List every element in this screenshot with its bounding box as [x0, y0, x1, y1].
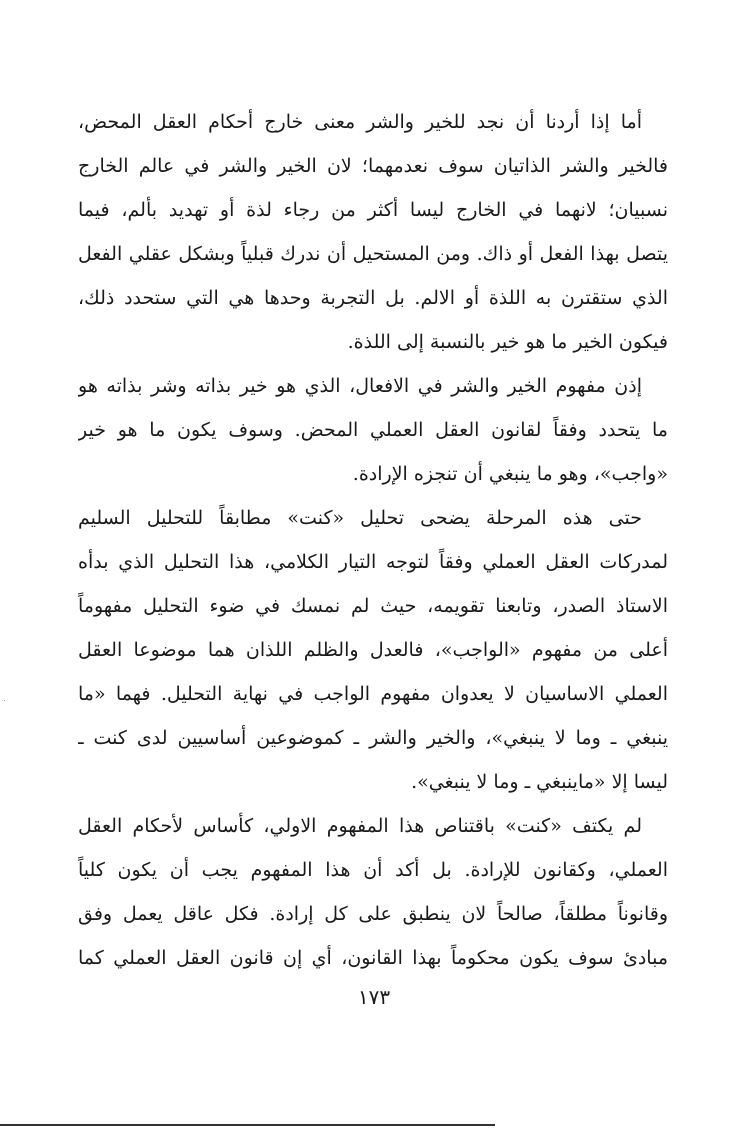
- text-line: العملي، وكقانون للإرادة. بل أكد أن هذا المفهوم يجب أن يكون كلياً: [78, 859, 668, 881]
- text-line: يتصل بهذا الفعل أو ذاك. ومن المستحيل أن ندرك قبلياً وبشكل عقلي الفعل: [78, 243, 668, 265]
- text-line: أما إذا أردنا أن نجد للخير والشر معنى خارج أحكام العقل المحض،: [78, 111, 642, 133]
- page-number: ١٧٣: [357, 985, 391, 1009]
- text-line: ينبغي ـ وما لا ينبغي»، والخير والشر ـ كموضوعين أساسيين لدى كنت ـ: [78, 727, 668, 749]
- text-line: لم يكتف «كنت» باقتناص هذا المفهوم الاولي، كأساس لأحكام العقل: [78, 815, 642, 837]
- text-line: ما يتحدد وفقاً لقانون العقل العملي المحض. وسوف يكون ما هو خير: [78, 419, 668, 441]
- text-line: ليسا إلا «ماينبغي ـ وما لا ينبغي».: [411, 771, 668, 793]
- text-line: فيكون الخير ما هو خير بالنسبة إلى اللذة.: [347, 331, 668, 353]
- text-line: الاستاذ الصدر، وتابعنا تقويمه، حيث لم نمسك في ضوء التحليل مفهوماً: [78, 595, 668, 617]
- text-line: إذن مفهوم الخير والشر في الافعال، الذي هو خير بذاته وشر بذاته هو: [78, 375, 642, 397]
- text-line: أعلى من مفهوم «الواجب»، فالعدل والظلم اللذان هما موضوعا العقل: [78, 639, 668, 661]
- bottom-rule: [0, 1124, 495, 1126]
- scan-speck: [4, 700, 5, 701]
- text-line: فالخير والشر الذاتيان سوف نعدمهما؛ لان الخير والشر في عالم الخارج: [78, 155, 668, 177]
- text-line: الذي ستقترن به اللذة أو الالم. بل التجربة وحدها هي التي ستحدد ذلك،: [78, 287, 668, 309]
- text-line: لمدركات العقل العملي وفقاً لتوجه التيار الكلامي، هذا التحليل الذي بدأه: [78, 551, 668, 573]
- text-line: نسبيان؛ لانهما في الخارج ليسا أكثر من رجاء لذة أو تهديد بألم، فيما: [78, 199, 668, 221]
- text-line: العملي الاساسيان لا يعدوان مفهوم الواجب في نهاية التحليل. فهما «ما: [78, 683, 668, 705]
- text-line: وقانوناً مطلقاً، صالحاً لان ينطبق على كل إرادة. فكل عاقل يعمل وفق: [78, 903, 668, 925]
- text-line: «واجب»، وهو ما ينبغي أن تنجزه الإرادة.: [352, 463, 668, 485]
- text-line: حتى هذه المرحلة يضحى تحليل «كنت» مطابقاً للتحليل السليم: [78, 507, 642, 529]
- body-text: [78, 100, 668, 980]
- text-line: مبادئ سوف يكون محكوماً بهذا القانون، أي إن قانون العقل العملي كما: [78, 947, 668, 969]
